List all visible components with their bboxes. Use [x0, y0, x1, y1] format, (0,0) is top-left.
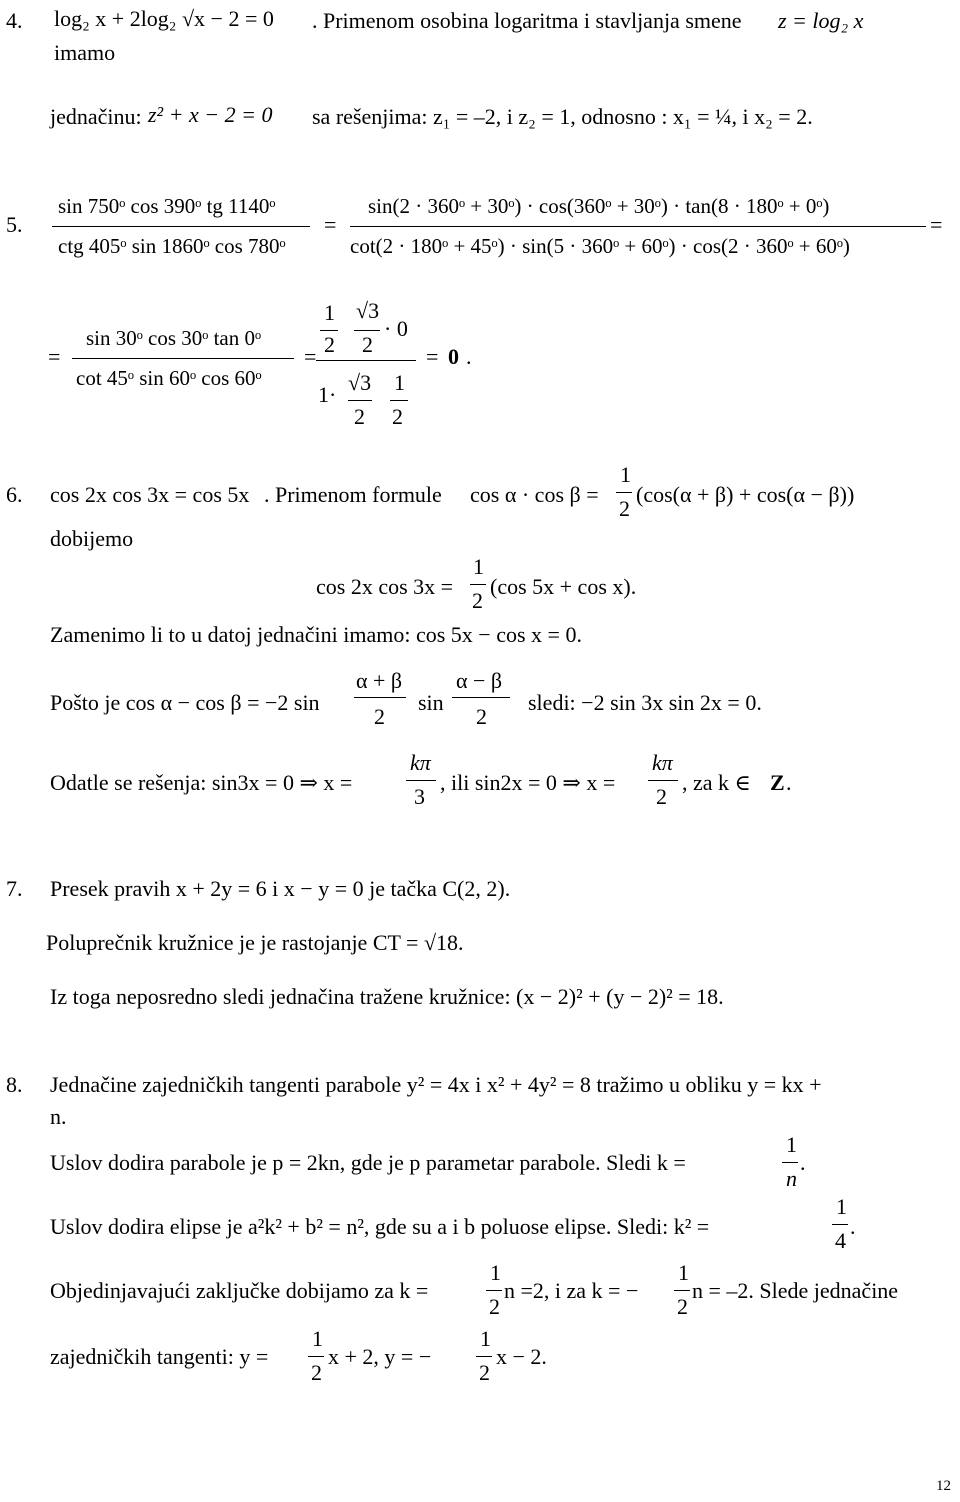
- frac-dot: .: [800, 1150, 806, 1175]
- fraction-bar: [674, 1290, 690, 1291]
- integer-set: Z: [770, 770, 785, 795]
- problem-6-end-dot: .: [786, 770, 792, 795]
- compound-num-one: 1: [324, 300, 335, 325]
- compound-den-den-a: 2: [354, 404, 365, 429]
- fraction-bar: [832, 1224, 848, 1225]
- problem-5-frac2-denominator: cot(2 · 180ᵒ + 45ᵒ) · sin(5 · 360ᵒ + 60ᵒ) · cos(2 · 360ᵒ + 60ᵒ): [350, 234, 850, 258]
- fraction-bar: [476, 1356, 492, 1357]
- compound-num-den-a: 2: [324, 332, 335, 357]
- problem-8-line5-mid: x + 2, y = −: [328, 1344, 432, 1369]
- compound-den-one: 1·: [318, 382, 337, 407]
- problem-8-line5-end: x − 2.: [496, 1344, 547, 1369]
- problem-4-text: . Primenom osobina logaritma i stavljanja smene: [312, 8, 742, 33]
- fraction-bar: [316, 360, 416, 361]
- compound-num-den-b: 2: [362, 332, 373, 357]
- problem-6-dobijemo: dobijemo: [50, 526, 134, 551]
- frac-numerator: 1: [678, 1260, 689, 1285]
- problem-4-equation: log₂ x + 2log₂ √x − 2 = 0: [54, 6, 274, 31]
- frac-den-2: 2: [374, 704, 385, 729]
- frac-denominator: 4: [835, 1228, 846, 1253]
- problem-7-line3: Iz toga neposredno sledi jednačina tražene kružnice: (x − 2)² + (y − 2)² = 18.: [50, 984, 724, 1009]
- problem-8-line4-end: n = –2. Slede jednačine: [692, 1278, 899, 1303]
- fraction-bar: [406, 780, 436, 781]
- problem-6-number: 6.: [6, 482, 23, 507]
- fraction-bar: [470, 584, 486, 585]
- fraction-bar: [72, 358, 294, 359]
- problem-4-quadratic: z² + x − 2 = 0: [148, 102, 273, 127]
- half-denominator: 2: [619, 496, 630, 521]
- fraction-bar: [782, 1162, 798, 1163]
- problem-8-number: 8.: [6, 1072, 23, 1097]
- k-pi-numerator: kπ: [410, 750, 431, 775]
- problem-5-frac2-numerator: sin(2 · 360ᵒ + 30ᵒ) · cos(360ᵒ + 30ᵒ) · tan(8 · 180ᵒ + 0ᵒ): [368, 194, 830, 218]
- problem-7-number: 7.: [6, 876, 23, 901]
- problem-6-ili: , ili sin2x = 0 ⇒ x =: [440, 770, 616, 795]
- problem-5-frac1-numerator: sin 750ᵒ cos 390ᵒ tg 1140ᵒ: [58, 194, 276, 218]
- problem-4-solutions: sa rešenjima: z₁ = –2, i z₂ = 1, odnosno : x₁ = ¼, i x₂ = 2.: [312, 104, 813, 129]
- problem-5-number: 5.: [6, 212, 23, 237]
- frac-denominator: 2: [479, 1360, 490, 1385]
- frac-alpha-plus-beta: α + β: [356, 668, 403, 693]
- problem-5-result: 0: [448, 344, 459, 369]
- frac-numerator: 1: [480, 1326, 491, 1351]
- half-numerator: 1: [620, 462, 631, 487]
- problem-4-text-cont: imamo: [54, 40, 116, 65]
- problem-4-substitution: z = log₂ x: [778, 8, 864, 33]
- fraction-bar: [350, 226, 926, 227]
- problem-8-line2: Uslov dodira parabole je p = 2kn, gde je p parametar parabole. Sledi k =: [50, 1150, 686, 1175]
- fraction-bar: [452, 697, 510, 698]
- problem-8-line1-cont: n.: [50, 1104, 67, 1129]
- fraction-bar: [52, 226, 310, 227]
- equals-sign: =: [324, 212, 337, 237]
- equals-sign: =: [426, 344, 439, 369]
- page-number: 12: [936, 1478, 951, 1494]
- equals-sign: =: [930, 212, 943, 237]
- frac-numerator: 1: [786, 1132, 797, 1157]
- frac-denominator: 2: [677, 1294, 688, 1319]
- compound-den-den-b: 2: [392, 404, 403, 429]
- problem-5-frac1-denominator: ctg 405ᵒ sin 1860ᵒ cos 780ᵒ: [58, 234, 286, 258]
- problem-6-equation: cos 2x cos 3x = cos 5x: [50, 482, 250, 507]
- k-pi-denominator: 3: [414, 784, 425, 809]
- compound-den-one-b: 1: [394, 370, 405, 395]
- frac-numerator: 1: [312, 1326, 323, 1351]
- problem-5-frac3-denominator: cot 45ᵒ sin 60ᵒ cos 60ᵒ: [76, 366, 262, 390]
- frac-numerator: 1: [836, 1194, 847, 1219]
- problem-8-line4-mid: n =2, i za k = −: [504, 1278, 639, 1303]
- k-pi-numerator: kπ: [652, 750, 673, 775]
- problem-8-line1: Jednačine zajedničkih tangenti parabole y² = 4x i x² + 4y² = 8 tražimo u obliku y = kx +: [50, 1072, 822, 1097]
- half-denominator: 2: [472, 588, 483, 613]
- problem-5-frac3-numerator: sin 30ᵒ cos 30ᵒ tan 0ᵒ: [86, 326, 262, 350]
- problem-7-line1: Presek pravih x + 2y = 6 i x − y = 0 je tačka C(2, 2).: [50, 876, 511, 901]
- compound-num-sqrt3: √3: [356, 298, 380, 323]
- frac-denominator: n: [786, 1166, 797, 1191]
- problem-6-za: , za k ∈: [682, 770, 751, 795]
- sin-text: sin: [418, 690, 444, 715]
- problem-6-eq2-left: cos 2x cos 3x =: [316, 574, 454, 599]
- problem-4-text-jednacinu: jednačinu:: [50, 104, 142, 129]
- compound-num-times-zero: · 0: [384, 316, 408, 341]
- equals-sign: =: [48, 344, 61, 369]
- frac-denominator: 2: [489, 1294, 500, 1319]
- problem-4-number: 4.: [6, 8, 23, 33]
- problem-6-zamenimo: Zamenimo li to u datoj jednačini imamo: cos 5x − cos x = 0.: [50, 622, 582, 647]
- problem-6-sledi: sledi: −2 sin 3x sin 2x = 0.: [528, 690, 762, 715]
- problem-7-line2: Poluprečnik kružnice je je rastojanje CT = √18.: [46, 930, 464, 955]
- fraction-bar: [390, 400, 408, 401]
- compound-den-sqrt3: √3: [348, 370, 372, 395]
- fraction-bar: [354, 697, 406, 698]
- problem-8-line5-start: zajedničkih tangenti: y =: [50, 1344, 269, 1369]
- k-pi-denominator: 2: [656, 784, 667, 809]
- problem-8-line3: Uslov dodira elipse je a²k² + b² = n², gde su a i b poluose elipse. Sledi: k² =: [50, 1214, 710, 1239]
- problem-6-text: . Primenom formule: [264, 482, 442, 507]
- fraction-bar: [648, 780, 678, 781]
- frac-alpha-minus-beta: α − β: [456, 668, 503, 693]
- fraction-bar: [486, 1290, 502, 1291]
- half-numerator: 1: [473, 554, 484, 579]
- fraction-bar: [616, 492, 632, 493]
- problem-8-line4-start: Objedinjavajući zaključke dobijamo za k =: [50, 1278, 429, 1303]
- problem-5-result-dot: .: [466, 344, 472, 369]
- fraction-bar: [308, 1356, 324, 1357]
- frac-denominator: 2: [311, 1360, 322, 1385]
- frac-den-2: 2: [476, 704, 487, 729]
- frac-dot: .: [850, 1214, 856, 1239]
- frac-numerator: 1: [490, 1260, 501, 1285]
- equals-sign: =: [304, 344, 317, 369]
- problem-6-formula-rhs: (cos(α + β) + cos(α − β)): [636, 482, 855, 507]
- fraction-bar: [348, 400, 372, 401]
- problem-6-eq2-right: (cos 5x + cos x).: [490, 574, 637, 599]
- problem-6-odatle: Odatle se rešenja: sin3x = 0 ⇒ x =: [50, 770, 353, 795]
- problem-6-posto: Pošto je cos α − cos β = −2 sin: [50, 690, 320, 715]
- problem-6-formula: cos α · cos β =: [470, 482, 599, 507]
